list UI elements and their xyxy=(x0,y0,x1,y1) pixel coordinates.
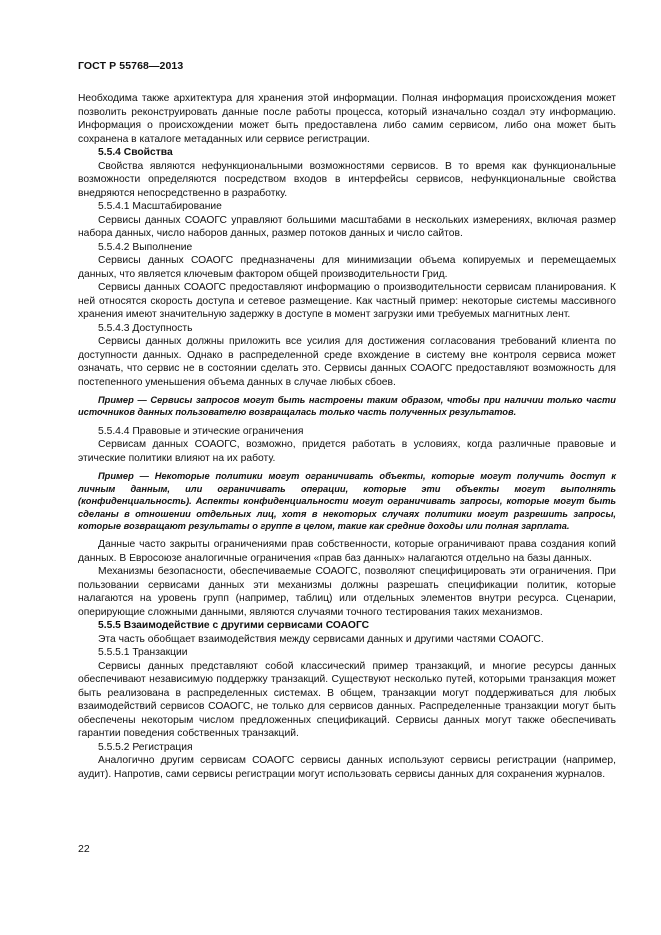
subsection-heading-scaling: 5.5.4.1 Масштабирование xyxy=(98,201,222,212)
provenance-paragraph: Необходима также архитектура для хранения этой информации. Полная информация происхождения может позволить реконструировать данные после работы процесса, который изначально создал эту информацию. Информация о происхождении может быть предоставлена либо самим сервисом, либо она может быть сохранена в каталоге метаданных или сервисе регистрации. xyxy=(78,93,616,145)
security-paragraph: Механизмы безопасности, обеспечиваемые СОАОГС, позволяют специфицировать эти ограничения. При пользовании сервисами данных эти механизмы должны разрешать спецификации политик, которые налагаются на уровень групп (например, таблиц) или отдельных элементов внутри ресурса. Сценарии, оперирующие сложными данными, являются случаями точного тестирования таких механизмов. xyxy=(78,566,616,618)
legal-ethical-paragraph: Сервисам данных СОАОГС, возможно, придется работать в условиях, когда различные правовые и этические политики влияют на их работу. xyxy=(78,439,616,464)
document-header: ГОСТ Р 55768—2013 xyxy=(78,60,184,72)
page-number: 22 xyxy=(78,843,90,855)
interaction-paragraph: Эта часть обобщает взаимодействия между сервисами данных и другими частями СОАОГС. xyxy=(98,633,544,645)
legal-ethical-example-note: Пример — Некоторые политики могут ограничивать объекты, которые могут получить доступ к личным данным, или ограничивать операции, которые эти объекты могут выполнять (конфиденциальность). Аспекты конфиденциальности могут ограничивать запросы, которые могут быть сделаны в отношении отдельных лиц, хотя в некоторых случаях политики могут разрешить запросы, которые возвращают результаты о группе в целом, такие как средние доходы или полная зарплата. xyxy=(78,471,616,531)
document-body xyxy=(78,92,616,781)
performance-paragraph-2: Сервисы данных СОАОГС предоставляют информацию о производительности сервисам планирования. К ней относятся скорость доступа и сетевое размещение. Как частный пример: некоторые системы массивного хранения имеют значительную задержку в доступе в момент загрузки ими требуемых магнитных лент. xyxy=(78,282,616,320)
section-heading-interaction: 5.5.5 Взаимодействие с другими сервисами СОАОГС xyxy=(98,620,370,632)
availability-example-note: Пример — Сервисы запросов могут быть настроены таким образом, чтобы при наличии только части источников данных пользователю возвращалась только часть полученных результатов. xyxy=(78,395,616,418)
subsection-heading-logging: 5.5.5.2 Регистрация xyxy=(98,741,193,753)
subsection-heading-availability: 5.5.4.3 Доступность xyxy=(98,322,193,334)
properties-paragraph: Свойства являются нефункциональными возможностями сервисов. В то время как функциональные возможности определяются посредством входов в интерфейсы сервисов, нефункциональные свойства внедряются непосредственно в разработку. xyxy=(78,160,616,199)
subsection-heading-legal-ethical: 5.5.4.4 Правовые и этические ограничения xyxy=(98,425,304,437)
ownership-paragraph: Данные часто закрыты ограничениями прав собственности, которые ограничивают права создания копий данных. В Евросоюзе аналогичные ограничения «прав баз данных» налагаются отдельно на базы данных. xyxy=(78,539,616,564)
logging-paragraph: Аналогично другим сервисам СОАОГС сервисы данных используют сервисы регистрации (например, аудит). Напротив, сами сервисы регистрации могут использовать сервисы данных для сохранения журналов. xyxy=(78,755,616,780)
section-heading-properties: 5.5.4 Свойства xyxy=(98,147,173,158)
scaling-paragraph: Сервисы данных СОАОГС управляют большими масштабами в нескольких измерениях, включая размер набора данных, число наборов данных, размер потоков данных и число сайтов. xyxy=(78,214,616,239)
subsection-heading-performance: 5.5.4.2 Выполнение xyxy=(98,241,193,253)
subsection-heading-transactions: 5.5.5.1 Транзакции xyxy=(98,647,188,659)
availability-paragraph: Сервисы данных должны приложить все усилия для достижения согласования требований клиента по доступности данных. Однако в распределенной среде вхождение в систему вне контроля сервиса может означать, что сервис не в состоянии сделать это. Сервисы данных СОАОГС предоставляют возможность для постепенного уменьшения объема данных в случае любых сбоев. xyxy=(78,336,616,388)
transactions-paragraph: Сервисы данных представляют собой классический пример транзакций, и многие ресурсы данных обеспечивают независимую поддержку транзакций. Существуют несколько путей, которыми транзакция может быть реализована в распределенных системах. В общем, транзакции могут поддерживаться для любых взаимодействий сервисов СОАОГС, не только для сервисов данных. Распределенные транзакции могут быть обеспечены некоторым числом предложенных спецификаций. Сервисы данных могут также обеспечивать гарантии поведения собственных транзакций. xyxy=(78,660,616,740)
performance-paragraph-1: Сервисы данных СОАОГС предназначены для минимизации объема копируемых и перемещаемых данных, что является ключевым фактором общей производительности Грид. xyxy=(78,255,616,280)
